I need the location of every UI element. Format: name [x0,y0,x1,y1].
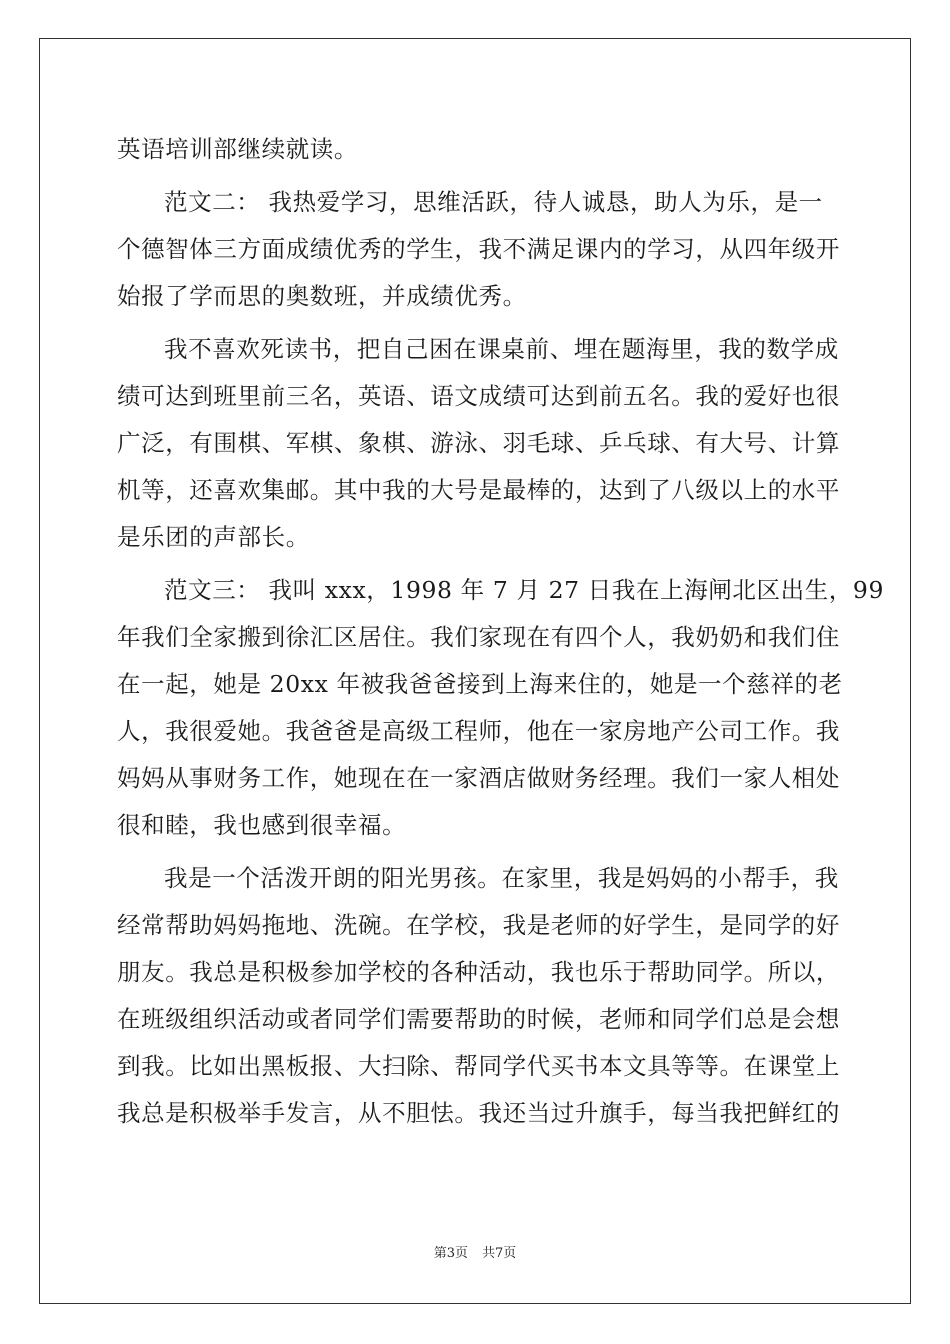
text-line: 是乐团的声部长。 [117,523,310,551]
paragraph-first-line: 范文三： 我叫 xxx，1998 年 7 月 27 日我在上海闸北区出生，99 [164,576,885,604]
paragraph-first-line: 范文二： 我热爱学习，思维活跃，待人诚恳，助人为乐，是一 [164,188,823,216]
text-line: 很和睦，我也感到很幸福。 [117,811,407,839]
text-line: 人，我很爱她。我爸爸是高级工程师，他在一家房地产公司工作。我 [117,717,840,745]
paragraph-first-line: 我是一个活泼开朗的阳光男孩。在家里，我是妈妈的小帮手，我 [164,864,839,892]
page-number: 第3页 [433,1246,468,1261]
text-line: 年我们全家搬到徐汇区居住。我们家现在有四个人，我奶奶和我们住 [117,623,840,651]
page-footer [0,1246,950,1262]
text-line: 在一起，她是 20xx 年被我爸爸接到上海来住的，她是一个慈祥的老 [117,670,843,698]
text-line: 在班级组织活动或者同学们需要帮助的时候，老师和同学们总是会想 [117,1005,840,1033]
text-line: 到我。比如出黑板报、大扫除、帮同学代买书本文具等等。在课堂上 [117,1052,840,1080]
text-line: 个德智体三方面成绩优秀的学生，我不满足课内的学习，从四年级开 [117,235,840,263]
text-line: 英语培训部继续就读。 [117,135,358,163]
text-line: 妈妈从事财务工作，她现在在一家酒店做财务经理。我们一家人相处 [117,764,840,792]
text-line: 绩可达到班里前三名，英语、语文成绩可达到前五名。我的爱好也很 [117,382,840,410]
text-line: 我总是积极举手发言，从不胆怯。我还当过升旗手，每当我把鲜红的 [117,1099,840,1127]
text-line: 机等，还喜欢集邮。其中我的大号是最棒的，达到了八级以上的水平 [117,476,840,504]
text-line: 经常帮助妈妈拖地、洗碗。在学校，我是老师的好学生，是同学的好 [117,911,840,939]
paragraph-first-line: 我不喜欢死读书，把自己困在课桌前、埋在题海里，我的数学成 [164,335,839,363]
text-line: 广泛，有围棋、军棋、象棋、游泳、羽毛球、乒乓球、有大号、计算 [117,429,840,457]
document-body [117,126,885,1137]
page-total: 共7页 [482,1246,517,1261]
text-line: 朋友。我总是积极参加学校的各种活动，我也乐于帮助同学。所以， [117,958,840,986]
text-line: 始报了学而思的奥数班，并成绩优秀。 [117,282,527,310]
